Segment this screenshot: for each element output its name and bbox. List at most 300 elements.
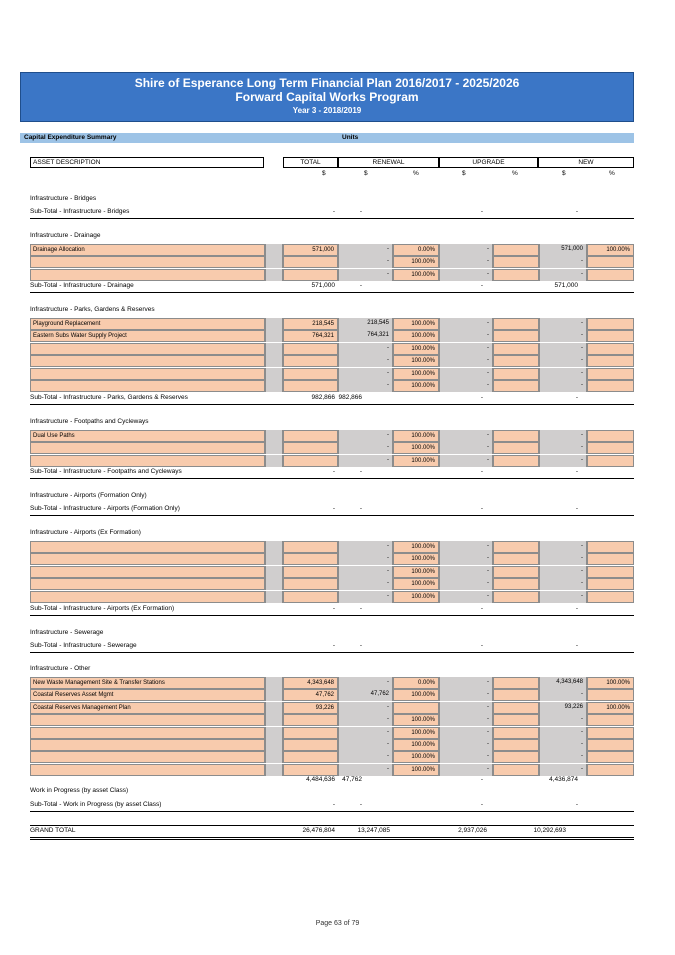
subtotal-renewal: - xyxy=(359,801,362,808)
upgrade-pct-cell xyxy=(493,442,539,454)
subtotal-row xyxy=(30,467,634,479)
total-cell: 764,321 xyxy=(283,330,338,342)
subtotal-upgrade: - xyxy=(480,394,483,401)
new-cell: - xyxy=(539,566,587,578)
summary-label: Capital Expenditure Summary xyxy=(24,134,117,141)
renewal-pct-cell: 100.00% xyxy=(393,714,439,726)
table-row xyxy=(30,380,634,392)
renewal-pct-cell: 100.00% xyxy=(393,727,439,739)
spacer-cell xyxy=(265,380,283,392)
upgrade-pct-cell xyxy=(493,739,539,751)
subtotal-upgrade: - xyxy=(480,605,483,612)
new-cell: - xyxy=(539,739,587,751)
spacer-cell xyxy=(265,566,283,578)
renewal-cell: - xyxy=(338,355,393,367)
upgrade-cell: - xyxy=(439,702,493,714)
new-pct-cell xyxy=(587,430,634,442)
renewal-cell: - xyxy=(338,442,393,454)
upgrade-pct-cell xyxy=(493,269,539,281)
section-title: Infrastructure - Sewerage xyxy=(30,629,104,636)
total-cell xyxy=(283,368,338,380)
subtotal-label: Sub-Total - Infrastructure - Drainage xyxy=(30,282,134,289)
asset-name: New Waste Management Site & Transfer Stations xyxy=(30,677,265,689)
upgrade-cell: - xyxy=(439,541,493,553)
subtotal-label: Sub-Total - Infrastructure - Bridges xyxy=(30,208,130,215)
upgrade-pct-cell xyxy=(493,578,539,590)
total-cell xyxy=(283,764,338,776)
new-pct-cell xyxy=(587,330,634,342)
table-row xyxy=(30,677,634,689)
renewal-cell: - xyxy=(338,343,393,355)
renewal-pct-cell: 100.00% xyxy=(393,689,439,701)
asset-name xyxy=(30,751,265,763)
total-cell xyxy=(283,269,338,281)
upgrade-pct-cell xyxy=(493,330,539,342)
table-row xyxy=(30,727,634,739)
asset-name xyxy=(30,541,265,553)
new-cell: - xyxy=(539,455,587,467)
new-pct-cell xyxy=(587,343,634,355)
unit-total-dollar: $ xyxy=(322,170,326,177)
subtotal-total: 4,484,636 xyxy=(306,776,335,783)
asset-name xyxy=(30,368,265,380)
subtotal-new: - xyxy=(575,468,578,475)
new-cell: - xyxy=(539,689,587,701)
total-cell: 47,762 xyxy=(283,689,338,701)
total-cell xyxy=(283,442,338,454)
upgrade-pct-cell xyxy=(493,355,539,367)
total-cell xyxy=(283,566,338,578)
upgrade-pct-cell xyxy=(493,318,539,330)
subtotal-renewal: - xyxy=(359,605,362,612)
spacer-cell xyxy=(265,578,283,590)
total-cell xyxy=(283,343,338,355)
upgrade-cell: - xyxy=(439,566,493,578)
upgrade-cell: - xyxy=(439,689,493,701)
subtotal-label: Sub-Total - Infrastructure - Parks, Gardens & Reserves xyxy=(30,394,188,401)
new-cell: - xyxy=(539,541,587,553)
spacer-cell xyxy=(265,355,283,367)
new-cell: 93,226 xyxy=(539,702,587,714)
header-total: TOTAL xyxy=(283,157,338,168)
upgrade-pct-cell xyxy=(493,714,539,726)
grand-total-total: 26,476,804 xyxy=(302,827,335,834)
subtotal-total: 982,866 xyxy=(311,394,335,401)
upgrade-pct-cell xyxy=(493,541,539,553)
upgrade-pct-cell xyxy=(493,343,539,355)
upgrade-pct-cell xyxy=(493,689,539,701)
renewal-cell: - xyxy=(338,591,393,603)
asset-name xyxy=(30,739,265,751)
spacer-cell xyxy=(265,244,283,256)
subtotal-upgrade: - xyxy=(480,468,483,475)
spacer-cell xyxy=(265,430,283,442)
asset-name xyxy=(30,269,265,281)
table-row xyxy=(30,702,634,714)
section-title: Infrastructure - Parks, Gardens & Reserves xyxy=(30,306,155,313)
renewal-cell: - xyxy=(338,677,393,689)
new-pct-cell xyxy=(587,380,634,392)
renewal-cell: - xyxy=(338,751,393,763)
new-pct-cell xyxy=(587,739,634,751)
new-pct-cell: 100.00% xyxy=(587,677,634,689)
total-cell xyxy=(283,355,338,367)
new-pct-cell xyxy=(587,578,634,590)
unit-upgrade-pct: % xyxy=(512,170,518,177)
new-cell: - xyxy=(539,751,587,763)
table-row xyxy=(30,541,634,553)
total-cell xyxy=(283,578,338,590)
subtotal-new: - xyxy=(575,208,578,215)
renewal-cell: - xyxy=(338,269,393,281)
subtotal-new: - xyxy=(575,394,578,401)
subtotal-renewal: - xyxy=(359,208,362,215)
table-row xyxy=(30,368,634,380)
spacer-cell xyxy=(265,591,283,603)
subtotal-upgrade: - xyxy=(480,776,483,783)
total-cell xyxy=(283,591,338,603)
upgrade-pct-cell xyxy=(493,380,539,392)
asset-name: Drainage Allocation xyxy=(30,244,265,256)
renewal-cell: - xyxy=(338,430,393,442)
total-cell xyxy=(283,727,338,739)
report-year: Year 3 - 2018/2019 xyxy=(292,106,362,115)
new-cell: - xyxy=(539,330,587,342)
upgrade-cell: - xyxy=(439,764,493,776)
subtotal-row xyxy=(30,207,634,219)
grand-total-renewal: 13,247,085 xyxy=(357,827,390,834)
new-cell: - xyxy=(539,578,587,590)
renewal-cell: 218,545 xyxy=(338,318,393,330)
upgrade-cell: - xyxy=(439,739,493,751)
table-row xyxy=(30,430,634,442)
spacer-cell xyxy=(265,343,283,355)
spacer-cell xyxy=(265,553,283,565)
new-pct-cell xyxy=(587,318,634,330)
section-title: Work in Progress (by asset Class) xyxy=(30,787,129,794)
total-cell xyxy=(283,430,338,442)
renewal-pct-cell: 100.00% xyxy=(393,566,439,578)
asset-name xyxy=(30,727,265,739)
total-cell xyxy=(283,714,338,726)
new-pct-cell xyxy=(587,541,634,553)
subtotal-total: - xyxy=(332,505,335,512)
new-pct-cell xyxy=(587,714,634,726)
subtotal-label: Sub-Total - Infrastructure - Airports (Ex Formation) xyxy=(30,605,175,612)
unit-new-pct: % xyxy=(609,170,615,177)
header-asset: ASSET DESCRIPTION xyxy=(30,157,264,168)
renewal-pct-cell: 100.00% xyxy=(393,380,439,392)
upgrade-cell: - xyxy=(439,677,493,689)
upgrade-pct-cell xyxy=(493,244,539,256)
spacer-cell xyxy=(265,727,283,739)
asset-name xyxy=(30,578,265,590)
grand-total-label: GRAND TOTAL xyxy=(30,827,76,834)
subtotal-new: 4,436,874 xyxy=(549,776,578,783)
spacer-cell xyxy=(265,442,283,454)
new-pct-cell xyxy=(587,442,634,454)
renewal-cell: - xyxy=(338,380,393,392)
spacer-cell xyxy=(265,455,283,467)
subtotal-new: - xyxy=(575,605,578,612)
subtotal-renewal: - xyxy=(359,282,362,289)
renewal-cell: - xyxy=(338,244,393,256)
renewal-pct-cell: 100.00% xyxy=(393,455,439,467)
upgrade-pct-cell xyxy=(493,591,539,603)
spacer-cell xyxy=(265,739,283,751)
new-pct-cell xyxy=(587,368,634,380)
subtotal-row xyxy=(30,641,634,653)
upgrade-pct-cell xyxy=(493,702,539,714)
new-pct-cell xyxy=(587,566,634,578)
table-row xyxy=(30,714,634,726)
total-cell xyxy=(283,739,338,751)
new-cell: - xyxy=(539,343,587,355)
spacer-cell xyxy=(265,751,283,763)
renewal-pct-cell: 100.00% xyxy=(393,330,439,342)
new-cell: - xyxy=(539,355,587,367)
table-row xyxy=(30,578,634,590)
subtotal-renewal: - xyxy=(359,468,362,475)
new-pct-cell xyxy=(587,269,634,281)
new-cell: - xyxy=(539,430,587,442)
new-pct-cell: 100.00% xyxy=(587,244,634,256)
subtotal-label: Sub-Total - Infrastructure - Footpaths and Cycleways xyxy=(30,468,182,475)
table-row xyxy=(30,343,634,355)
upgrade-cell: - xyxy=(439,343,493,355)
new-cell: - xyxy=(539,727,587,739)
upgrade-cell: - xyxy=(439,244,493,256)
total-cell xyxy=(283,541,338,553)
asset-name xyxy=(30,355,265,367)
renewal-pct-cell: 100.00% xyxy=(393,430,439,442)
asset-name: Eastern Subs Water Supply Project xyxy=(30,330,265,342)
subtotal-row xyxy=(30,504,634,516)
renewal-pct-cell: 100.00% xyxy=(393,355,439,367)
upgrade-pct-cell xyxy=(493,727,539,739)
unit-new-dollar: $ xyxy=(562,170,566,177)
upgrade-cell: - xyxy=(439,714,493,726)
upgrade-cell: - xyxy=(439,269,493,281)
header-upgrade: UPGRADE xyxy=(439,157,538,168)
upgrade-pct-cell xyxy=(493,553,539,565)
grand-total-upgrade: 2,937,026 xyxy=(458,827,487,834)
new-cell: - xyxy=(539,714,587,726)
table-row xyxy=(30,455,634,467)
new-cell: - xyxy=(539,764,587,776)
renewal-cell: - xyxy=(338,368,393,380)
total-cell: 218,545 xyxy=(283,318,338,330)
unit-renewal-pct: % xyxy=(413,170,419,177)
new-cell: - xyxy=(539,591,587,603)
section-title: Infrastructure - Other xyxy=(30,665,91,672)
subtotal-renewal: 47,762 xyxy=(342,776,362,783)
spacer-cell xyxy=(265,330,283,342)
subtotal-upgrade: - xyxy=(480,505,483,512)
table-row xyxy=(30,244,634,256)
subtotal-renewal: - xyxy=(359,505,362,512)
renewal-cell: - xyxy=(338,578,393,590)
section-title: Infrastructure - Airports (Ex Formation) xyxy=(30,529,141,536)
table-row xyxy=(30,269,634,281)
table-row xyxy=(30,591,634,603)
subtotal-total: - xyxy=(332,208,335,215)
upgrade-cell: - xyxy=(439,455,493,467)
new-cell: - xyxy=(539,553,587,565)
total-cell xyxy=(283,256,338,268)
asset-name xyxy=(30,764,265,776)
header-new: NEW xyxy=(538,157,634,168)
spacer-cell xyxy=(265,269,283,281)
total-cell xyxy=(283,455,338,467)
asset-name xyxy=(30,343,265,355)
unit-upgrade-dollar: $ xyxy=(462,170,466,177)
renewal-pct-cell: 100.00% xyxy=(393,751,439,763)
subtotal-label: Sub-Total - Infrastructure - Sewerage xyxy=(30,642,137,649)
asset-name xyxy=(30,553,265,565)
new-cell: - xyxy=(539,256,587,268)
new-cell: 571,000 xyxy=(539,244,587,256)
spacer-cell xyxy=(265,702,283,714)
subtotal-label: Sub-Total - Infrastructure - Airports (Formation Only) xyxy=(30,505,180,512)
new-pct-cell xyxy=(587,689,634,701)
renewal-pct-cell: 100.00% xyxy=(393,368,439,380)
subtotal-row xyxy=(30,775,634,786)
table-row xyxy=(30,355,634,367)
renewal-cell: - xyxy=(338,739,393,751)
total-cell: 4,343,648 xyxy=(283,677,338,689)
upgrade-pct-cell xyxy=(493,455,539,467)
upgrade-cell: - xyxy=(439,368,493,380)
units-label: Units xyxy=(342,134,359,141)
upgrade-pct-cell xyxy=(493,751,539,763)
upgrade-cell: - xyxy=(439,727,493,739)
subtotal-label: Sub-Total - Work in Progress (by asset Class) xyxy=(30,801,162,808)
new-pct-cell: 100.00% xyxy=(587,702,634,714)
table-row xyxy=(30,256,634,268)
subtotal-total: - xyxy=(332,605,335,612)
table-row xyxy=(30,764,634,776)
new-pct-cell xyxy=(587,727,634,739)
subtotal-renewal: 982,866 xyxy=(338,394,362,401)
grand-total-row xyxy=(30,825,634,840)
table-row xyxy=(30,553,634,565)
upgrade-cell: - xyxy=(439,578,493,590)
subtotal-new: 571,000 xyxy=(554,282,578,289)
asset-name xyxy=(30,380,265,392)
table-row xyxy=(30,566,634,578)
table-row xyxy=(30,739,634,751)
total-cell xyxy=(283,553,338,565)
upgrade-cell: - xyxy=(439,256,493,268)
subtotal-new: - xyxy=(575,505,578,512)
subtotal-upgrade: - xyxy=(480,642,483,649)
total-cell: 571,000 xyxy=(283,244,338,256)
summary-bar xyxy=(20,133,634,143)
upgrade-cell: - xyxy=(439,330,493,342)
subtotal-upgrade: - xyxy=(480,208,483,215)
header-renewal: RENEWAL xyxy=(338,157,439,168)
asset-name xyxy=(30,442,265,454)
section-title: Infrastructure - Drainage xyxy=(30,232,101,239)
spacer-cell xyxy=(265,677,283,689)
section-title: Infrastructure - Footpaths and Cycleways xyxy=(30,418,149,425)
renewal-pct-cell: 100.00% xyxy=(393,578,439,590)
upgrade-cell: - xyxy=(439,318,493,330)
table-row xyxy=(30,689,634,701)
spacer-cell xyxy=(265,541,283,553)
new-cell: 4,343,648 xyxy=(539,677,587,689)
renewal-pct-cell xyxy=(393,702,439,714)
spacer-cell xyxy=(265,318,283,330)
renewal-pct-cell: 0.00% xyxy=(393,677,439,689)
upgrade-cell: - xyxy=(439,591,493,603)
renewal-cell: 47,762 xyxy=(338,689,393,701)
new-cell: - xyxy=(539,368,587,380)
new-pct-cell xyxy=(587,256,634,268)
renewal-pct-cell: 100.00% xyxy=(393,256,439,268)
subtotal-row xyxy=(30,604,634,616)
renewal-cell: - xyxy=(338,702,393,714)
renewal-pct-cell: 100.00% xyxy=(393,343,439,355)
spacer-cell xyxy=(265,368,283,380)
page-number: Page 63 of 79 xyxy=(315,920,360,927)
table-row xyxy=(30,318,634,330)
new-pct-cell xyxy=(587,764,634,776)
renewal-cell: - xyxy=(338,455,393,467)
renewal-pct-cell: 100.00% xyxy=(393,591,439,603)
total-cell xyxy=(283,751,338,763)
renewal-pct-cell: 100.00% xyxy=(393,442,439,454)
renewal-pct-cell: 100.00% xyxy=(393,269,439,281)
asset-name xyxy=(30,566,265,578)
new-cell: - xyxy=(539,318,587,330)
asset-name xyxy=(30,714,265,726)
table-row xyxy=(30,330,634,342)
subtotal-total: - xyxy=(332,468,335,475)
upgrade-cell: - xyxy=(439,355,493,367)
renewal-pct-cell: 100.00% xyxy=(393,541,439,553)
total-cell xyxy=(283,380,338,392)
spacer-cell xyxy=(265,256,283,268)
spacer-cell xyxy=(265,714,283,726)
subtotal-total: - xyxy=(332,642,335,649)
asset-name xyxy=(30,455,265,467)
renewal-cell: - xyxy=(338,566,393,578)
grand-total-new: 10,292,693 xyxy=(533,827,566,834)
renewal-pct-cell: 100.00% xyxy=(393,553,439,565)
renewal-cell: - xyxy=(338,256,393,268)
subtotal-upgrade: - xyxy=(480,801,483,808)
upgrade-cell: - xyxy=(439,751,493,763)
renewal-cell: - xyxy=(338,541,393,553)
subtotal-total: 571,000 xyxy=(311,282,335,289)
subtotal-renewal: - xyxy=(359,642,362,649)
report-title: Shire of Esperance Long Term Financial Plan 2016/2017 - 2025/2026 xyxy=(134,76,520,90)
table-row xyxy=(30,751,634,763)
table-row xyxy=(30,442,634,454)
renewal-cell: - xyxy=(338,714,393,726)
subtotal-row xyxy=(30,393,634,405)
new-pct-cell xyxy=(587,553,634,565)
asset-name: Playground Replacement xyxy=(30,318,265,330)
spacer-cell xyxy=(265,764,283,776)
renewal-pct-cell: 100.00% xyxy=(393,764,439,776)
new-cell: - xyxy=(539,269,587,281)
new-cell: - xyxy=(539,380,587,392)
upgrade-pct-cell xyxy=(493,430,539,442)
upgrade-pct-cell xyxy=(493,566,539,578)
